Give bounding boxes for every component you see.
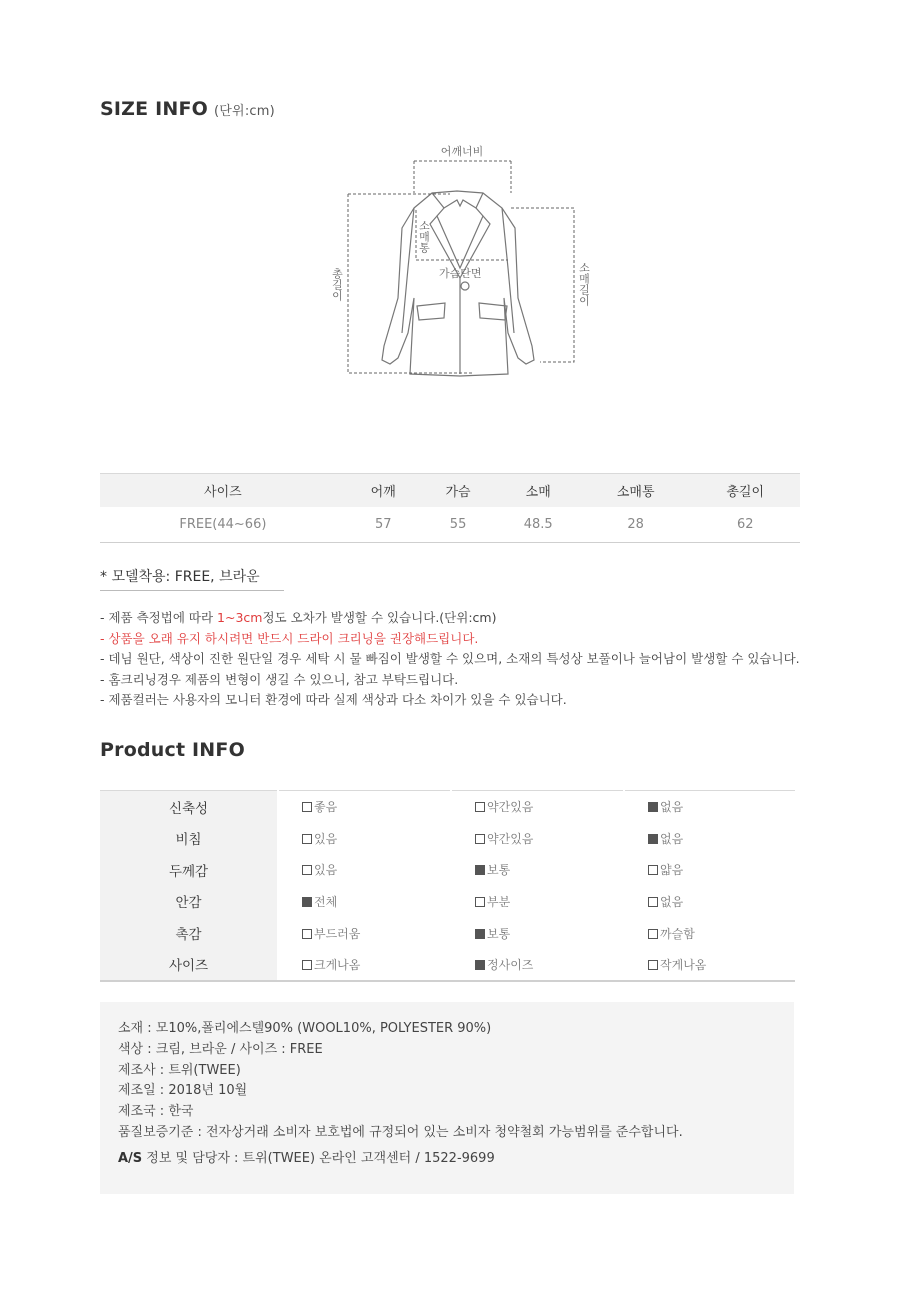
product-option-label: 크게나옴 [314, 957, 361, 972]
list-item [100, 608, 800, 629]
product-option [451, 886, 624, 918]
product-option-label: 부드러움 [314, 926, 361, 941]
cell-size: FREE(44~66) [100, 507, 346, 543]
product-option-label: 부분 [487, 894, 511, 909]
product-option-label: 약간있음 [487, 831, 534, 846]
product-option [278, 949, 451, 981]
detail-date: 제조일 : 2018년 10월 [118, 1083, 248, 1099]
checked-box-icon [475, 865, 485, 875]
product-option [624, 854, 795, 886]
label-sleeve-length: 소매길이 [577, 262, 590, 306]
product-option [451, 917, 624, 949]
label-shoulder: 어깨너비 [440, 145, 484, 158]
note-text: - 제품 측정법에 따라 [100, 610, 218, 625]
note-text: 정도 오차가 발생할 수 있습니다.(단위:cm) [262, 610, 497, 625]
table-row [100, 822, 795, 854]
product-option-label: 보통 [487, 926, 511, 941]
size-table-header [100, 474, 800, 508]
header-size: 사이즈 [100, 474, 346, 508]
product-option-label: 약간있음 [487, 800, 534, 815]
cell-chest: 55 [421, 507, 496, 543]
jacket-collar [444, 200, 476, 208]
product-option [451, 949, 624, 981]
header-sleeve: 소매 [496, 474, 581, 508]
as-text: 정보 및 담당자 : 트위(TWEE) 온라인 고객센터 / 1522-9699 [142, 1150, 495, 1166]
size-info-unit: (단위:cm) [214, 104, 275, 119]
product-option-label: 있음 [314, 863, 338, 878]
product-option-label: 없음 [660, 800, 684, 815]
product-option-label: 까슬함 [660, 926, 695, 941]
product-attribute-label: 안감 [100, 886, 278, 918]
unchecked-box-icon [475, 834, 485, 844]
unchecked-box-icon [302, 865, 312, 875]
product-option-label: 있음 [314, 831, 338, 846]
checked-box-icon [648, 834, 658, 844]
table-row [100, 949, 795, 981]
pocket-right [479, 303, 507, 320]
unchecked-box-icon [648, 865, 658, 875]
table-row [100, 854, 795, 886]
product-option [278, 791, 451, 823]
unchecked-box-icon [302, 929, 312, 939]
detail-color-size: 색상 : 크림, 브라운 / 사이즈 : FREE [118, 1041, 323, 1057]
pocket-left [417, 303, 445, 320]
header-shoulder: 어깨 [346, 474, 421, 508]
unchecked-box-icon [302, 802, 312, 812]
product-option [278, 822, 451, 854]
product-option [451, 854, 624, 886]
product-option [624, 822, 795, 854]
checked-box-icon [648, 802, 658, 812]
product-option [278, 854, 451, 886]
product-option-label: 얇음 [660, 863, 684, 878]
model-wearing-note: * 모델착용: FREE, 브라운 [100, 566, 284, 591]
table-row [100, 917, 795, 949]
product-option [624, 886, 795, 918]
unchecked-box-icon [648, 897, 658, 907]
jacket-lapel-left [432, 193, 483, 268]
detail-country: 제조국 : 한국 [118, 1104, 194, 1120]
size-table [100, 473, 800, 543]
product-option [624, 791, 795, 823]
header-sleeve-width: 소매통 [581, 474, 691, 508]
product-option-label: 없음 [660, 894, 684, 909]
product-option-label: 보통 [487, 863, 511, 878]
unchecked-box-icon [648, 960, 658, 970]
product-option-label: 작게나옴 [660, 957, 707, 972]
product-attribute-label: 비침 [100, 822, 278, 854]
cell-sleeve: 48.5 [496, 507, 581, 543]
product-option-label: 정사이즈 [487, 957, 534, 972]
product-attribute-label: 두께감 [100, 854, 278, 886]
product-option-label: 전체 [314, 894, 338, 909]
checked-box-icon [302, 897, 312, 907]
product-option-label: 좋음 [314, 800, 338, 815]
product-info-table [100, 790, 795, 982]
size-info-heading: SIZE INFO [100, 98, 209, 120]
list-item: - 홈크리닝경우 제품의 변형이 생길 수 있으니, 참고 부탁드립니다. [100, 671, 459, 687]
header-total-length: 총길이 [690, 474, 800, 508]
checked-box-icon [475, 960, 485, 970]
jacket-outline [382, 191, 534, 376]
table-row [100, 791, 795, 823]
product-option [624, 949, 795, 981]
product-attribute-label: 촉감 [100, 917, 278, 949]
unchecked-box-icon [648, 929, 658, 939]
cell-total-length: 62 [690, 507, 800, 543]
detail-material: 소재 : 모10%,폴리에스텔90% (WOOL10%, POLYESTER 90%) [118, 1021, 492, 1036]
product-attribute-label: 사이즈 [100, 949, 278, 981]
as-label: A/S [118, 1150, 143, 1166]
header-chest: 가슴 [421, 474, 496, 508]
table-row [100, 886, 795, 918]
checked-box-icon [475, 929, 485, 939]
detail-maker: 제조사 : 트위(TWEE) [118, 1062, 241, 1078]
product-details-box [100, 1002, 794, 1194]
product-attribute-label: 신축성 [100, 791, 278, 823]
jacket-measurement-diagram [320, 138, 590, 383]
label-chest: 가슴단면 [439, 267, 482, 280]
product-option [451, 791, 624, 823]
label-sleeve-width: 소매통 [417, 220, 431, 253]
detail-as-info [118, 1149, 794, 1170]
product-option-label: 없음 [660, 831, 684, 846]
jacket-button [461, 282, 469, 290]
product-option [278, 886, 451, 918]
product-option [451, 822, 624, 854]
cell-shoulder: 57 [346, 507, 421, 543]
size-info-title [100, 98, 275, 120]
product-option [278, 917, 451, 949]
unchecked-box-icon [475, 802, 485, 812]
label-total-length: 총길이 [330, 268, 344, 301]
cell-sleeve-width: 28 [581, 507, 691, 543]
list-item: - 데님 원단, 색상이 진한 원단일 경우 세탁 시 물 빠짐이 발생할 수 있으며, 소재의 특성상 보풀이나 늘어남이 발생할 수 있습니다. [100, 651, 800, 666]
product-option [624, 917, 795, 949]
note-highlight: 1~3cm [217, 610, 263, 625]
table-row [100, 507, 800, 543]
list-item: - 상품을 오래 유지 하시려면 반드시 드라이 크리닝을 권장해드립니다. [100, 630, 479, 646]
list-item: - 제품컬러는 사용자의 모니터 환경에 따라 실제 색상과 다소 차이가 있을 수 있습니다. [100, 692, 567, 707]
care-notes-list [100, 608, 800, 711]
unchecked-box-icon [475, 897, 485, 907]
detail-guarantee: 품질보증기준 : 전자상거래 소비자 보호법에 규정되어 있는 소비자 청약철회 가능범위를 준수합니다. [118, 1124, 683, 1140]
unchecked-box-icon [302, 960, 312, 970]
product-info-title: Product INFO [100, 739, 245, 761]
unchecked-box-icon [302, 834, 312, 844]
